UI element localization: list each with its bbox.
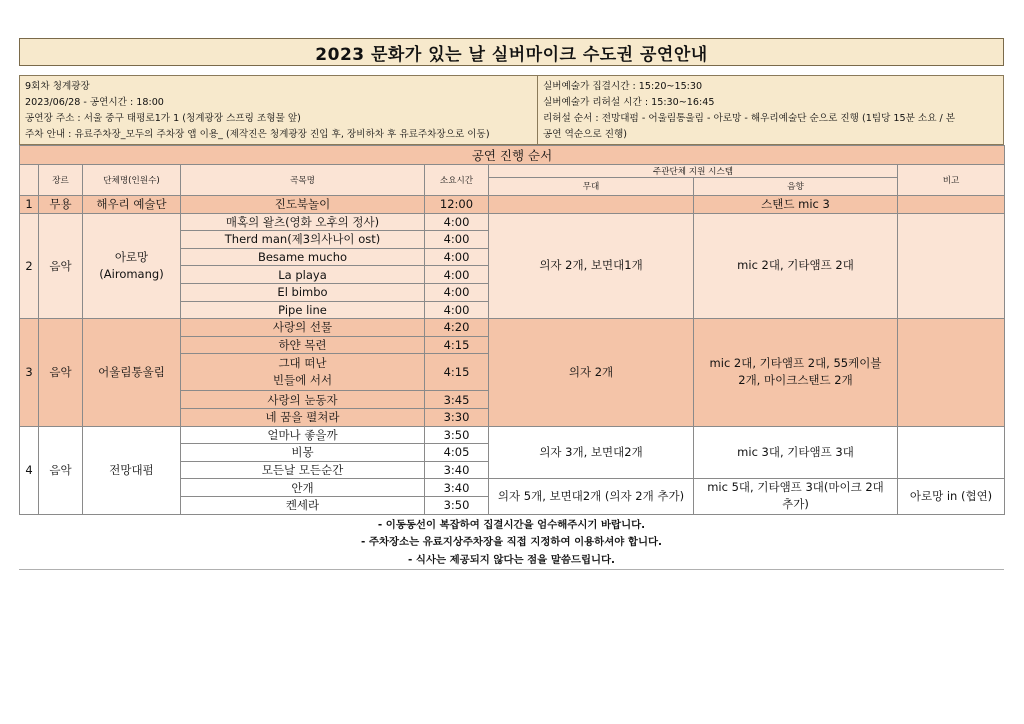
cell-duration: 4:15 xyxy=(425,336,489,354)
header-no xyxy=(20,165,39,196)
cell-song: 사랑의 선물 xyxy=(181,319,425,337)
cell-song: 사랑의 눈동자 xyxy=(181,391,425,409)
header-team: 단체명(인원수) xyxy=(83,165,181,196)
cell-team: 아로망 (Airomang) xyxy=(83,213,181,319)
header-song: 곡목명 xyxy=(181,165,425,196)
info-right xyxy=(538,76,1003,144)
note-line: - 식사는 제공되지 않다는 점을 말씀드립니다. xyxy=(407,553,616,566)
cell-sound: mic 3대, 기타앰프 3대 xyxy=(694,426,898,479)
cell-song: 켄세라 xyxy=(181,496,425,514)
cell-note xyxy=(898,319,1005,426)
note-line: - 주차장소는 유료지상주차장을 직접 지정하여 이용하셔야 합니다. xyxy=(361,536,662,548)
info-venue: 9회차 청계광장 xyxy=(25,81,90,92)
cell-note xyxy=(898,426,1005,479)
info-box xyxy=(19,75,1004,145)
info-gather-time: 실버예술가 집결시간 : 15:20~15:30 xyxy=(543,81,703,92)
cell-duration: 4:00 xyxy=(425,283,489,301)
bottom-divider xyxy=(19,569,1004,570)
info-date: 2023/06/28 - 공연시간 : 18:00 xyxy=(25,97,164,108)
cell-no: 1 xyxy=(20,195,39,213)
page-title: 2023 문화가 있는 날 실버마이크 수도권 공연안내 xyxy=(19,38,1004,66)
cell-genre: 음악 xyxy=(39,319,83,426)
cell-song: 그대 떠난 빈들에 서서 xyxy=(181,354,425,391)
cell-song: Besame mucho xyxy=(181,248,425,266)
document-sheet xyxy=(19,38,1004,570)
header-genre: 장르 xyxy=(39,165,83,196)
cell-stage: 의자 2개, 보면대1개 xyxy=(489,213,694,319)
cell-song: 매혹의 왈츠(영화 오후의 정사) xyxy=(181,213,425,231)
cell-stage: 의자 3개, 보면대2개 xyxy=(489,426,694,479)
header-system: 주관단체 지원 시스템 xyxy=(489,165,898,178)
table-row xyxy=(20,195,1005,213)
cell-no: 2 xyxy=(20,213,39,319)
cell-note xyxy=(898,213,1005,319)
cell-duration: 4:00 xyxy=(425,266,489,284)
cell-note xyxy=(898,195,1005,213)
cell-duration: 4:00 xyxy=(425,231,489,249)
cell-duration: 3:45 xyxy=(425,391,489,409)
cell-song: Therd man(제3의사나이 ost) xyxy=(181,231,425,249)
cell-duration: 3:50 xyxy=(425,426,489,444)
cell-song: La playa xyxy=(181,266,425,284)
cell-duration: 3:50 xyxy=(425,496,489,514)
cell-song: El bimbo xyxy=(181,283,425,301)
header-stage: 무대 xyxy=(489,178,694,196)
cell-song: Pipe line xyxy=(181,301,425,319)
cell-song: 안개 xyxy=(181,479,425,497)
cell-duration: 4:15 xyxy=(425,354,489,391)
cell-song: 모든날 모든순간 xyxy=(181,461,425,479)
cell-duration: 4:05 xyxy=(425,444,489,462)
info-rehearsal-order: 리허설 순서 : 전망대펌 - 어울림통울림 - 아로망 - 해우리예술단 순으로 진행 (1팀당 15분 소요 / 본 xyxy=(543,113,956,124)
cell-duration: 3:40 xyxy=(425,479,489,497)
header-note: 비고 xyxy=(898,165,1005,196)
cell-duration: 4:00 xyxy=(425,213,489,231)
cell-no: 4 xyxy=(20,426,39,514)
cell-song: 진도북놀이 xyxy=(181,195,425,213)
note-line: - 이동동선이 복잡하여 집결시간을 엄수해주시기 바랍니다. xyxy=(377,518,646,531)
cell-sound: 스탠드 mic 3 xyxy=(694,195,898,213)
cell-duration: 3:30 xyxy=(425,408,489,426)
info-address: 공연장 주소 : 서울 중구 태평로1가 1 (청계광장 스프링 조형물 앞) xyxy=(25,113,301,124)
cell-sound: mic 2대, 기타앰프 2대, 55케이블 2개, 마이크스탠드 2개 xyxy=(694,319,898,426)
cell-duration: 3:40 xyxy=(425,461,489,479)
cell-stage: 의자 2개 xyxy=(489,319,694,426)
cell-song: 비몽 xyxy=(181,444,425,462)
cell-stage: 의자 5개, 보면대2개 (의자 2개 추가) xyxy=(489,479,694,514)
program-table xyxy=(19,145,1005,515)
table-row xyxy=(20,426,1005,444)
cell-duration: 4:20 xyxy=(425,319,489,337)
cell-sound: mic 5대, 기타앰프 3대(마이크 2대 추가) xyxy=(694,479,898,514)
notes xyxy=(19,517,1004,570)
table-banner-row xyxy=(20,146,1005,165)
cell-team: 전망대펌 xyxy=(83,426,181,514)
cell-song: 네 꿈을 펼쳐라 xyxy=(181,408,425,426)
table-banner: 공연 진행 순서 xyxy=(20,146,1005,165)
cell-genre: 음악 xyxy=(39,426,83,514)
cell-team: 해우리 예술단 xyxy=(83,195,181,213)
table-row xyxy=(20,213,1005,231)
info-parking: 주차 안내 : 유료주차장_모두의 주차장 앱 이용_ (제작진은 청계광장 진입 후, 장비하차 후 유료주차장으로 이동) xyxy=(25,129,490,140)
info-rehearsal-order-cont: 공연 역순으로 진행) xyxy=(543,129,627,140)
header-sound: 음향 xyxy=(694,178,898,196)
cell-duration: 4:00 xyxy=(425,301,489,319)
header-duration: 소요시간 xyxy=(425,165,489,196)
cell-note: 아로망 in (협연) xyxy=(898,479,1005,514)
cell-genre: 음악 xyxy=(39,213,83,319)
cell-song: 하얀 목련 xyxy=(181,336,425,354)
table-header-row xyxy=(20,165,1005,178)
cell-duration: 12:00 xyxy=(425,195,489,213)
info-left xyxy=(20,76,538,144)
cell-song: 얼마나 좋을까 xyxy=(181,426,425,444)
table-row xyxy=(20,319,1005,337)
cell-team: 어울림통울림 xyxy=(83,319,181,426)
cell-duration: 4:00 xyxy=(425,248,489,266)
cell-genre: 무용 xyxy=(39,195,83,213)
cell-stage xyxy=(489,195,694,213)
cell-no: 3 xyxy=(20,319,39,426)
info-rehearsal-time: 실버예술가 리허설 시간 : 15:30~16:45 xyxy=(543,97,715,108)
cell-sound: mic 2대, 기타앰프 2대 xyxy=(694,213,898,319)
